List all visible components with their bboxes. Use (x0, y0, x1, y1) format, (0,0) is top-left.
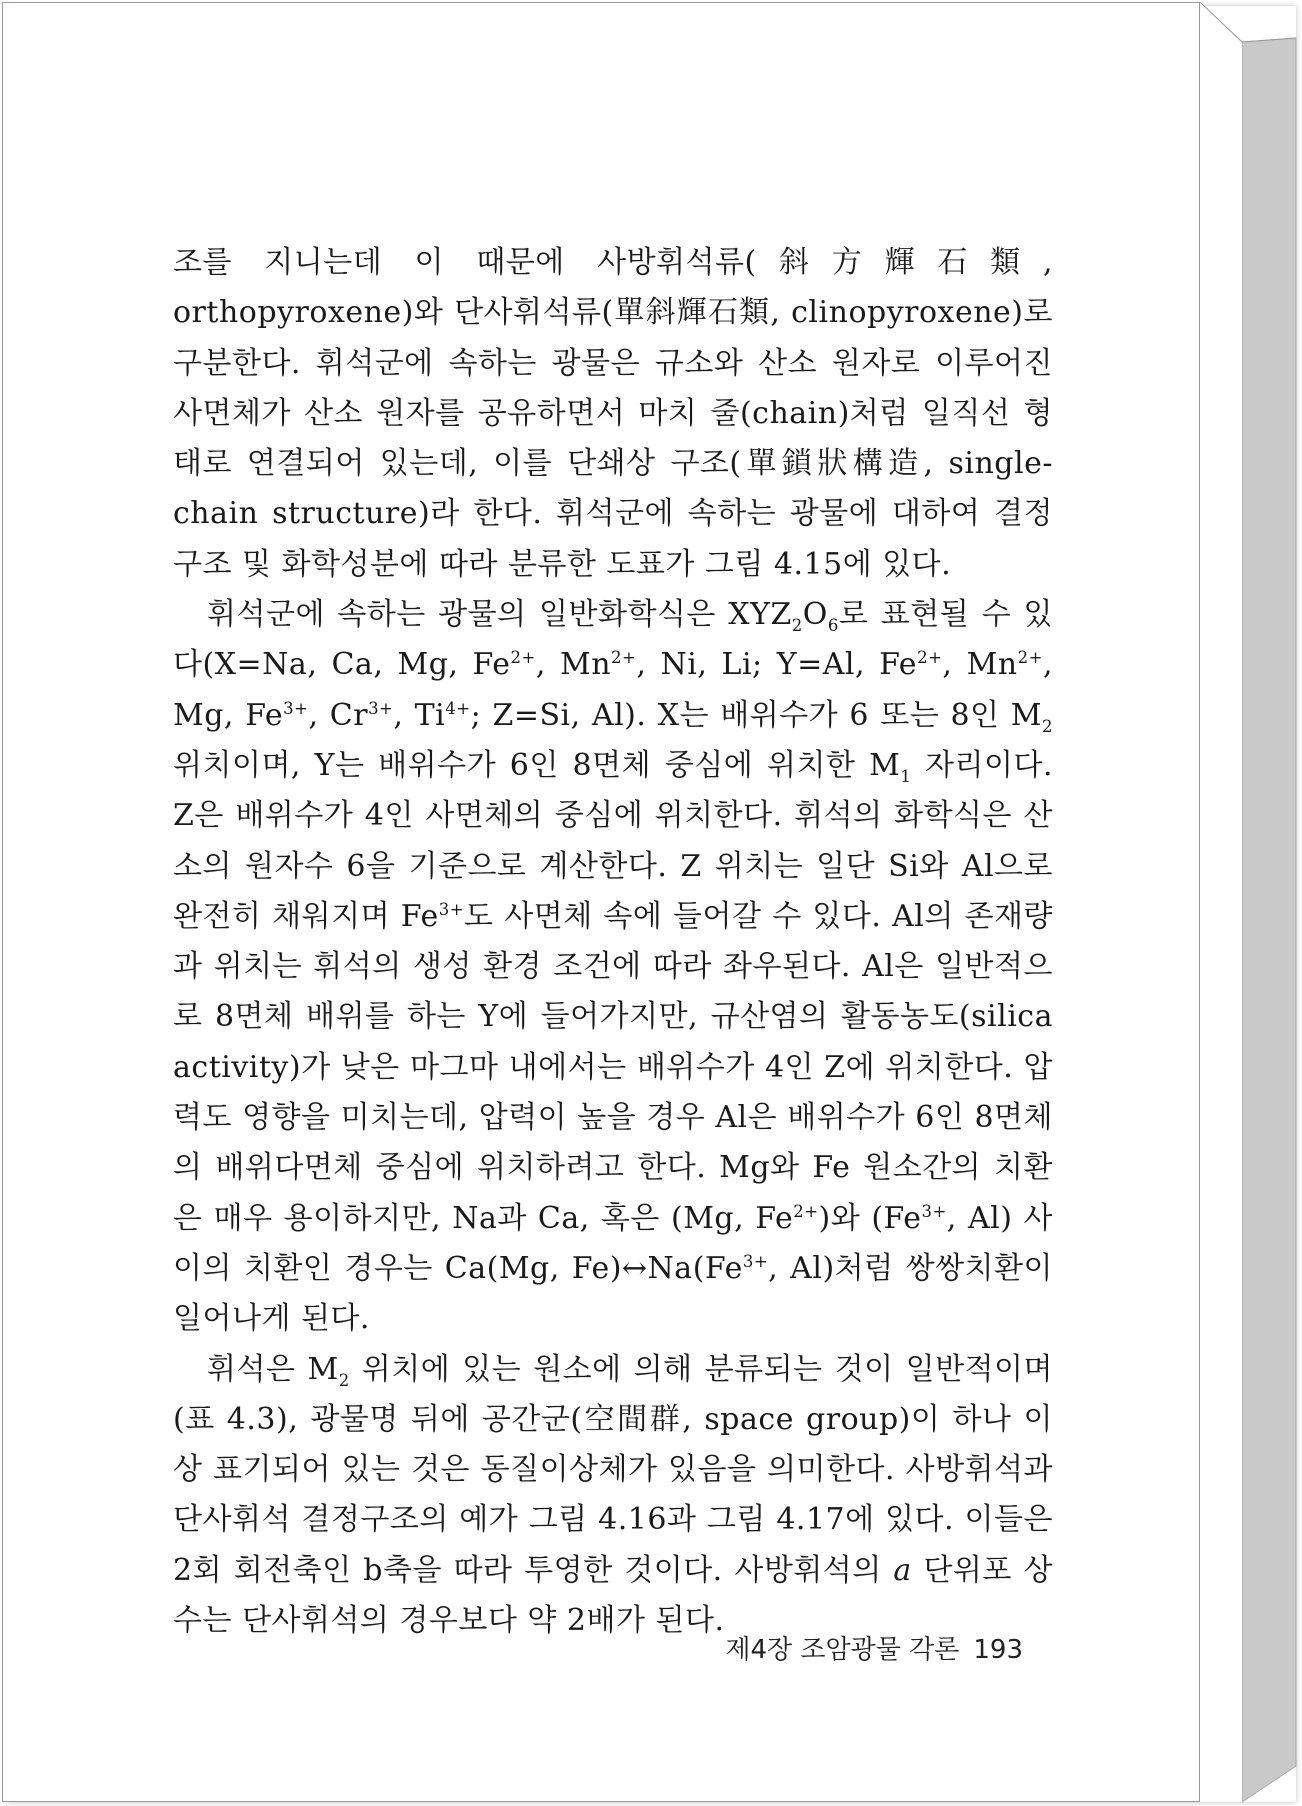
superscript: 3+ (921, 1201, 947, 1221)
superscript: 2+ (917, 648, 943, 668)
subscript: 6 (827, 616, 839, 636)
page-footer (703, 1629, 1023, 1666)
superscript: 2+ (510, 648, 536, 668)
superscript: 2+ (611, 648, 637, 668)
text-run: , Mg, Fe (173, 647, 1053, 733)
page-number: 193 (973, 1635, 1023, 1665)
text-run: 위치이며, Y는 배위수가 6인 8면체 중심에 위치한 M (173, 747, 901, 783)
book-page-edge (1200, 2, 1298, 1802)
italic-text: a (893, 1552, 912, 1588)
text-run: , Ni, Li; Y=Al, Fe (636, 647, 918, 683)
text-run: , Al)처럼 쌍쌍치환이 일어나게 된다. (173, 1250, 1053, 1337)
text-run: , Ti (393, 697, 446, 733)
text-run: 단위포 상수는 단사휘석의 경우보다 약 2배가 된다. (173, 1552, 1053, 1639)
book-page (2, 2, 1200, 1802)
text-run: , Mn (535, 647, 612, 683)
superscript: 3+ (283, 698, 309, 718)
text-run: 위치에 있는 원소에 의해 분류되는 것이 일반적이며(표 4.3), 광물명 뒤에 공간군(空間群, space group)이 하나 이상 표기되어 있는 것은 동질이상체가 있음을 의미한다. 사방휘석과 단사휘석 결정구조의 예가 그림 4.16과 그림 4.17에 있다. 이들은 2회 회전축인 b축을 따라 투영한 것이다. 사방휘석의 (173, 1351, 1053, 1588)
text-run: , Al) 사이의 치환인 경우는 Ca(Mg, Fe)↔Na(Fe (173, 1200, 1053, 1286)
paragraph-1: 조를 지니는데 이 때문에 사방휘석류(斜方輝石類, orthopyroxene)와 단사휘석류(單斜輝石類, clinopyroxene)로 구분한다. 휘석군에 속하는 광물은 규소와 산소 원자로 이루어진 사면체가 산소 원자를 공유하면서 마치 줄(chain)처럼 일직선 형태로 연결되어 있는데, 이를 단쇄상 구조(單鎖狀構造, single-chain structure)라 한다. 휘석군에 속하는 광물에 대하여 결정구조 및 화학성분에 따라 분류한 도표가 그림 4.15에 있다. (173, 245, 1053, 582)
superscript: 2+ (1017, 648, 1043, 668)
text-run: , Mn (942, 647, 1018, 683)
text-run: 도 사면체 속에 들어갈 수 있다. Al의 존재량과 위치는 휘석의 생성 환경 조건에 따라 좌우된다. Al은 일반적으로 8면체 배위를 하는 Y에 들어가지만, 규산염의 활동농도(silica activity)가 낮은 마그마 내에서는 배위수가 4인 Z에 위치한다. 압력도 영향을 미치는데, 압력이 높을 경우 Al은 배위수가 6인 8면체의 배위다면체 중심에 위치하려고 한다. Mg와 Fe 원소간의 치환은 매우 용이하지만, Na과 Ca, 혹은 (Mg, Fe (173, 898, 1053, 1236)
text-run: 휘석군에 속하는 광물의 일반화학식은 XYZ (207, 597, 792, 633)
paragraph-2 (173, 590, 1053, 1344)
subscript: 2 (791, 616, 803, 636)
superscript: 3+ (368, 698, 394, 718)
page-body (173, 238, 1053, 1646)
text-run: ; Z=Si, Al). X는 배위수가 6 또는 8인 M (470, 697, 1042, 733)
superscript: 2+ (793, 1201, 819, 1221)
superscript: 3+ (438, 899, 465, 919)
text-run: 휘석은 M (207, 1351, 339, 1387)
text-run: )와 (Fe (818, 1200, 922, 1236)
text-run: O (802, 597, 828, 633)
paragraph-3 (173, 1345, 1053, 1647)
text-run: , Cr (308, 697, 369, 733)
chapter-title: 제4장 조암광물 각론 (725, 1635, 960, 1665)
superscript: 3+ (742, 1251, 769, 1271)
page-edge-shape (1200, 2, 1298, 1802)
subscript: 2 (338, 1370, 350, 1390)
text-run: 자리이다. Z은 배위수가 4인 사면체의 중심에 위치한다. 휘석의 화학식은 산소의 원자수 6을 기준으로 계산한다. Z 위치는 일단 Si와 Al으로 완전히 채워지며 Fe (173, 747, 1053, 934)
subscript: 2 (1042, 716, 1053, 736)
subscript: 1 (900, 766, 912, 786)
text-run: 로 표현될 수 있다(X=Na, Ca, Mg, Fe (173, 597, 1053, 683)
superscript: 4+ (445, 698, 471, 718)
